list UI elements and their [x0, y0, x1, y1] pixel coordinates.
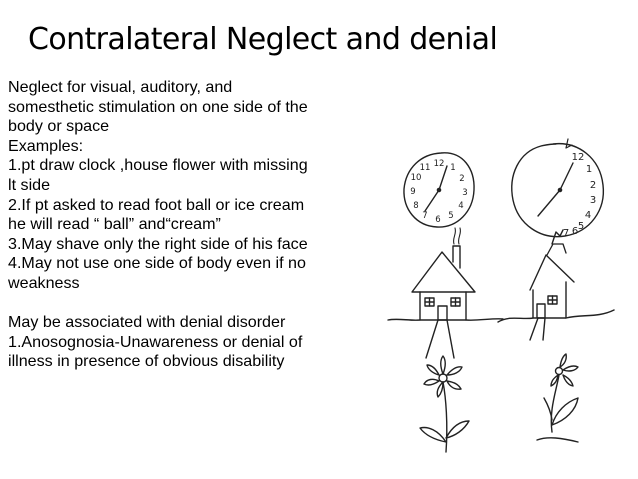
clock-original-number: 12 [433, 159, 445, 169]
body-line: 4.May not use one side of body even if no [8, 254, 306, 273]
body-line: Neglect for visual, auditory, and [8, 78, 233, 96]
flower-copy-drawing [537, 354, 578, 442]
clock-original-number: 2 [459, 174, 465, 184]
house-copy-drawing [498, 230, 614, 340]
body-line: lt side [8, 175, 51, 194]
body-line: somesthetic stimulation on one side of the [8, 97, 308, 116]
body-line: 2.If pt asked to read foot ball or ice cream [8, 195, 305, 214]
clock-original-number: 4 [458, 201, 464, 211]
body-line: May be associated with denial disorder [8, 313, 286, 332]
clock-copy-number: 7 [562, 228, 570, 239]
neglect-drawings-figure [380, 130, 638, 470]
clock-original-number: 11 [419, 163, 431, 173]
clock-original-drawing [404, 153, 474, 227]
body-line: he will read “ ball” and“cream” [8, 215, 221, 234]
body-line: weakness [8, 273, 80, 292]
slide-body [8, 78, 380, 372]
clock-original-number: 3 [462, 188, 468, 198]
clock-original-number: 9 [410, 187, 416, 197]
clock-original-number: 1 [450, 163, 456, 173]
clock-copy-number: 5 [577, 221, 585, 232]
body-line [8, 294, 380, 314]
clock-original-number: 5 [448, 211, 454, 221]
clock-original-number: 8 [413, 201, 419, 211]
clock-original-number: 6 [435, 215, 441, 225]
body-line: illness in presence of obvious disability [8, 352, 285, 371]
clock-copy-number: 12 [571, 152, 585, 163]
clock-copy-number: 1 [585, 164, 593, 175]
body-line: 3.May shave only the right side of his face [8, 234, 308, 253]
clock-copy-number: 2 [589, 180, 597, 191]
clock-copy-number: 6 [571, 226, 579, 237]
clock-copy-number: 3 [589, 195, 597, 206]
body-line: Examples: [8, 136, 84, 155]
body-line: 1.pt draw clock ,house flower with missing [8, 156, 308, 175]
flower-original-drawing [420, 356, 469, 452]
clock-copy-number: 4 [584, 210, 592, 221]
clock-original-number: 10 [410, 173, 422, 183]
clock-copy-drawing [512, 139, 604, 239]
house-original-drawing [388, 228, 503, 358]
body-line: 1.Anosognosia-Unawareness or denial of [8, 332, 303, 351]
clock-original-number: 7 [422, 211, 428, 221]
body-line: body or space [8, 117, 110, 136]
slide-title: Contralateral Neglect and denial [28, 22, 498, 57]
